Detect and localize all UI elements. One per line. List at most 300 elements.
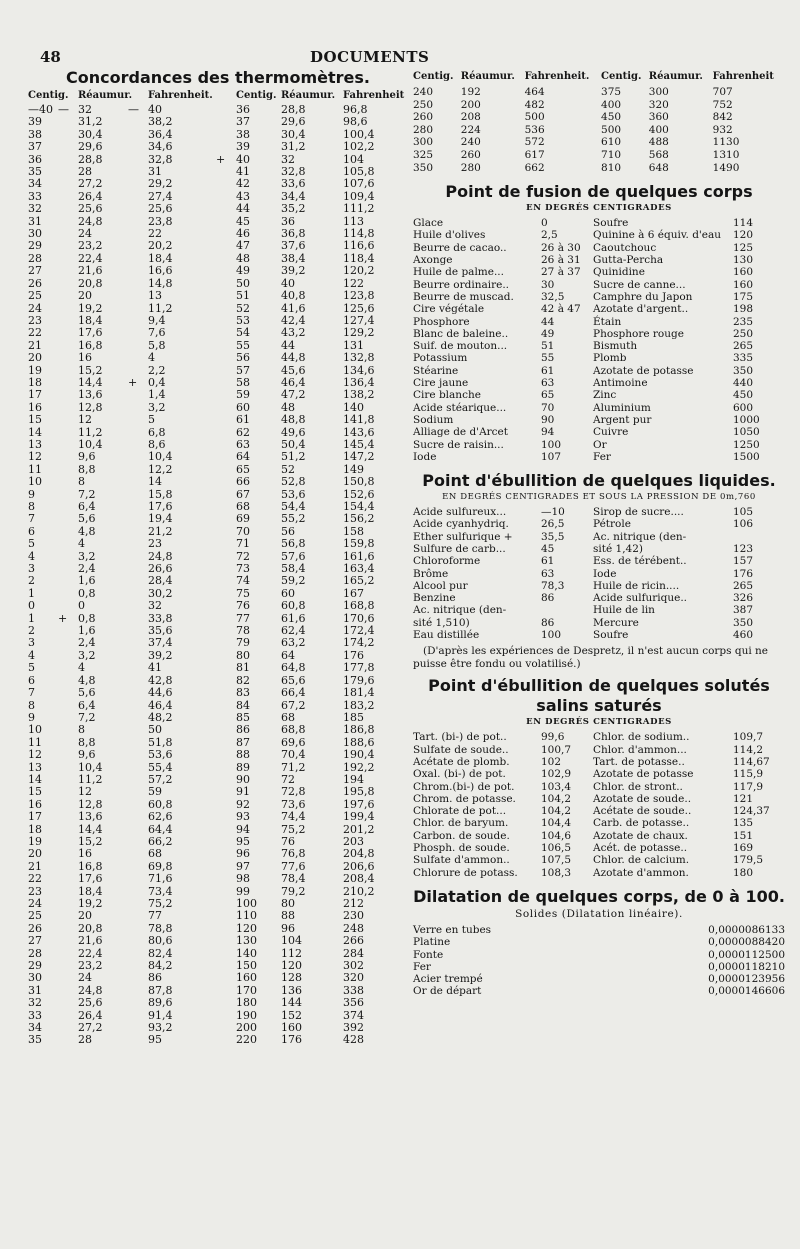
thermo-cell bbox=[216, 303, 236, 315]
fusion-subtitle: EN DEGRÉS CENTIGRADES bbox=[526, 203, 672, 214]
fusion-cell: 120 bbox=[733, 229, 754, 242]
fusion-cell: 55 bbox=[541, 352, 555, 365]
salins-cell: 115,9 bbox=[733, 768, 764, 781]
thermo-cell: 19,2 bbox=[78, 301, 103, 315]
page-number: 48 bbox=[40, 48, 61, 66]
thermo-cell: 149 bbox=[343, 462, 364, 476]
thermo-header-cell: Réaumur. bbox=[78, 89, 133, 101]
salins-cell: Acétate de plomb. bbox=[413, 755, 510, 768]
ebullition-cell: Pétrole bbox=[593, 518, 631, 531]
thermo2-cell: 224 bbox=[460, 123, 481, 136]
salins-row bbox=[413, 817, 785, 829]
thermo-cell bbox=[128, 501, 148, 513]
thermo-cell: 79 bbox=[236, 636, 250, 650]
dilatation-value: 0,0000118210 bbox=[708, 960, 785, 973]
fusion-cell: Caoutchouc bbox=[593, 241, 657, 254]
thermo2-cell: 200 bbox=[460, 98, 481, 111]
thermo-row bbox=[28, 178, 408, 190]
ebullition-cell: Sulfure de carb... bbox=[413, 542, 506, 555]
fusion-row bbox=[413, 414, 785, 426]
thermo-cell: 114,8 bbox=[343, 227, 375, 241]
thermo-cell bbox=[58, 439, 78, 451]
dilatation-material: Verre en tubes bbox=[413, 923, 492, 936]
thermo-cell bbox=[58, 278, 78, 290]
thermo-cell: 8 bbox=[78, 723, 85, 737]
thermo-cell: 73,4 bbox=[148, 884, 173, 898]
thermo-cell: 19,4 bbox=[148, 512, 173, 526]
salins-cell: 121 bbox=[733, 792, 754, 805]
thermo-cell: 111,2 bbox=[343, 202, 375, 216]
thermo-cell: 13,6 bbox=[78, 810, 103, 824]
thermo-cell bbox=[58, 600, 78, 612]
dilatation-table bbox=[413, 924, 785, 998]
dilatation-row bbox=[413, 973, 785, 985]
thermo-cell: 23,2 bbox=[78, 959, 103, 973]
thermo-cell bbox=[216, 811, 236, 823]
thermo-cell: 2,4 bbox=[78, 562, 96, 576]
dilatation-value: 0,0000086133 bbox=[708, 923, 785, 936]
thermo-cell: 14,4 bbox=[78, 375, 103, 389]
thermo-cell: 36 bbox=[28, 152, 42, 166]
ebullition-cell: 86 bbox=[541, 592, 555, 605]
thermo-cell: 73 bbox=[236, 562, 250, 576]
thermo-cell: 25 bbox=[28, 289, 42, 303]
thermo-cell: 68 bbox=[236, 500, 250, 513]
thermo-cell: 61,6 bbox=[281, 611, 306, 625]
thermo-cell: 19 bbox=[28, 363, 42, 377]
salins-cell: 114,67 bbox=[733, 755, 770, 768]
thermo-cell: 15,2 bbox=[78, 834, 103, 848]
thermo-cell bbox=[216, 650, 236, 662]
thermo-cell bbox=[216, 923, 236, 935]
thermo-cell: 77,6 bbox=[281, 859, 306, 873]
thermo-cell bbox=[216, 600, 236, 612]
fusion-row bbox=[413, 340, 785, 352]
fusion-cell: Plomb bbox=[593, 352, 627, 365]
thermo-cell: 12 bbox=[78, 785, 92, 799]
thermo-cell: 2,2 bbox=[148, 363, 166, 377]
thermo-cell bbox=[58, 538, 78, 550]
thermo-cell bbox=[128, 327, 148, 339]
fusion-cell: 100 bbox=[541, 438, 562, 451]
thermo-cell bbox=[58, 253, 78, 265]
thermo-cell: 33,6 bbox=[281, 177, 306, 191]
thermo-cell bbox=[216, 526, 236, 538]
thermo-cell: 144 bbox=[281, 996, 302, 1010]
fusion-cell: Cire jaune bbox=[413, 377, 469, 390]
ebullition-cell: 326 bbox=[733, 592, 754, 605]
thermo-cell bbox=[128, 1022, 148, 1034]
thermo-cell: 174,2 bbox=[343, 636, 375, 650]
thermo-cell: 22 bbox=[148, 227, 162, 241]
thermo-cell: 95 bbox=[148, 1033, 162, 1047]
ebullition-row bbox=[413, 604, 785, 616]
ebullition-cell: Sirop de sucre.... bbox=[593, 506, 684, 519]
thermo2-row bbox=[413, 124, 785, 137]
thermo-cell: 392 bbox=[343, 1021, 364, 1035]
thermo-cell: 11 bbox=[28, 462, 42, 476]
thermo-cell: 140 bbox=[343, 400, 364, 414]
thermo-cell bbox=[216, 178, 236, 190]
ebullition-cell: Eau distillée bbox=[413, 629, 480, 642]
thermo2-cell: 617 bbox=[524, 148, 545, 161]
thermo2-cell: 360 bbox=[648, 111, 669, 124]
thermo-cell: 21 bbox=[28, 338, 42, 352]
dilatation-row bbox=[413, 961, 785, 973]
salins-cell: Chrom.(bi-) de pot. bbox=[413, 780, 515, 793]
thermo-cell: 24,8 bbox=[78, 983, 103, 997]
thermo-cell: 1 bbox=[28, 586, 35, 600]
thermo-cell: 98 bbox=[236, 872, 250, 886]
thermo-cell bbox=[58, 737, 78, 749]
thermo-cell: 0,8 bbox=[78, 586, 96, 600]
ebullition-cell: Ac. nitrique (den- bbox=[413, 604, 507, 617]
thermo-cell bbox=[216, 216, 236, 228]
left-column bbox=[28, 68, 408, 1047]
thermo-cell: 36,8 bbox=[281, 227, 306, 241]
thermo-cell bbox=[216, 774, 236, 786]
thermo-cell: 120 bbox=[236, 921, 257, 935]
thermo-cell: 3 bbox=[28, 562, 35, 576]
thermo-cell: 30,2 bbox=[148, 586, 173, 600]
thermo-cell bbox=[216, 1010, 236, 1022]
thermo-cell bbox=[128, 451, 148, 463]
fusion-cell: Soufre bbox=[593, 217, 629, 230]
thermo-cell: 17,6 bbox=[148, 500, 173, 513]
salins-cell: Azotate de potasse bbox=[593, 768, 694, 781]
thermo-cell bbox=[216, 203, 236, 215]
thermo-cell: 123,8 bbox=[343, 289, 375, 303]
thermo-cell: 30,4 bbox=[78, 127, 103, 141]
fusion-row bbox=[413, 352, 785, 364]
ebullition-cell: 157 bbox=[733, 555, 754, 568]
thermo-cell: 13 bbox=[148, 289, 162, 303]
thermo-cell bbox=[128, 402, 148, 414]
fusion-row bbox=[413, 389, 785, 401]
thermo-cell bbox=[128, 972, 148, 984]
fusion-cell: 61 bbox=[541, 364, 555, 377]
thermo-cell: 180 bbox=[236, 996, 257, 1010]
thermo-cell bbox=[216, 476, 236, 488]
ebullition-row bbox=[413, 518, 785, 530]
thermo2-row bbox=[413, 86, 785, 99]
thermo-cell: 54 bbox=[236, 326, 250, 340]
thermo-cell bbox=[128, 526, 148, 538]
thermo-cell: 28 bbox=[28, 251, 42, 265]
fusion-cell: 160 bbox=[733, 278, 754, 291]
thermometer-table bbox=[28, 88, 408, 1047]
thermo-cell bbox=[58, 1010, 78, 1022]
fusion-cell: 450 bbox=[733, 389, 754, 402]
thermo-cell bbox=[58, 650, 78, 662]
thermo-cell: 33,8 bbox=[148, 611, 173, 625]
thermo-cell bbox=[128, 240, 148, 252]
salins-cell: Phosph. de soude. bbox=[413, 842, 510, 855]
fusion-cell: 1250 bbox=[733, 438, 760, 451]
thermo-header-cell: Centig. bbox=[236, 89, 277, 101]
thermo-cell: 44 bbox=[281, 338, 295, 352]
ebullition-cell: 105 bbox=[733, 506, 754, 519]
thermo-cell: 45 bbox=[236, 214, 250, 228]
thermo-cell: 25,6 bbox=[78, 996, 103, 1010]
thermo-cell bbox=[216, 737, 236, 749]
thermo-cell: 9 bbox=[28, 487, 35, 501]
thermo-cell: 302 bbox=[343, 959, 364, 973]
ebullition-cell: 78,3 bbox=[541, 579, 565, 592]
ebullition-cell: 387 bbox=[733, 604, 754, 617]
thermo-cell: 190,4 bbox=[343, 748, 375, 762]
salins-row bbox=[413, 756, 785, 768]
dilatation-row bbox=[413, 949, 785, 961]
thermo-cell bbox=[216, 898, 236, 910]
thermo-cell: 44,6 bbox=[148, 686, 173, 700]
thermo-cell bbox=[58, 327, 78, 339]
thermo-cell: 66 bbox=[236, 475, 250, 489]
fusion-cell: 1050 bbox=[733, 426, 760, 439]
thermo-cell: 120,2 bbox=[343, 264, 375, 278]
thermo2-cell: 710 bbox=[601, 148, 622, 161]
thermo-cell: 74,4 bbox=[281, 810, 306, 824]
thermo-cell: 51 bbox=[236, 289, 250, 303]
thermo-cell bbox=[128, 427, 148, 439]
salins-cell: Sulfate de soude.. bbox=[413, 743, 509, 756]
ebullition-cell: 106 bbox=[733, 518, 754, 531]
thermo-cell bbox=[128, 1034, 148, 1046]
thermo-cell: 22 bbox=[28, 326, 42, 340]
salins-cell: 100,7 bbox=[541, 743, 572, 756]
thermo-cell: 28 bbox=[78, 165, 92, 179]
ebullition-table bbox=[413, 506, 785, 641]
fusion-cell: Cire blanche bbox=[413, 389, 481, 402]
thermo-cell: 143,6 bbox=[343, 425, 375, 439]
thermo-cell bbox=[128, 997, 148, 1009]
thermo-cell: 31 bbox=[28, 983, 42, 997]
salins-cell: 104,6 bbox=[541, 829, 572, 842]
thermo-cell: 78,8 bbox=[148, 921, 173, 935]
thermo-cell: 188,6 bbox=[343, 735, 375, 749]
fusion-cell: 90 bbox=[541, 413, 555, 426]
thermo-cell: 200 bbox=[236, 1021, 257, 1035]
thermo-cell bbox=[216, 129, 236, 141]
thermo-cell: 356 bbox=[343, 996, 364, 1010]
thermo-cell: 29,6 bbox=[78, 140, 103, 154]
thermo-cell: 118,4 bbox=[343, 251, 375, 265]
thermo-cell: 74 bbox=[236, 574, 250, 588]
thermo-cell: 6,4 bbox=[78, 500, 96, 513]
dilatation-material: Or de départ bbox=[413, 985, 482, 998]
ebullition-cell: Benzine bbox=[413, 592, 456, 605]
fusion-cell: Blanc de baleine.. bbox=[413, 327, 509, 340]
thermo2-header-cell: Réaumur. bbox=[648, 70, 703, 82]
dilatation-value: 0,0000112500 bbox=[708, 948, 785, 961]
thermo-cell: 170 bbox=[236, 983, 257, 997]
thermo-cell bbox=[128, 538, 148, 550]
ebullition-cell: 123 bbox=[733, 542, 754, 555]
thermo2-cell: 280 bbox=[460, 161, 481, 174]
thermo-cell bbox=[128, 203, 148, 215]
thermo-cell: 39,2 bbox=[281, 264, 306, 278]
thermo2-cell: 752 bbox=[712, 98, 733, 111]
fusion-cell: 42 à 47 bbox=[541, 303, 581, 316]
dilatation-subtitle: Solides (Dilatation linéaire). bbox=[515, 907, 683, 920]
salins-cell: 169 bbox=[733, 842, 754, 855]
thermo-cell: 206,6 bbox=[343, 859, 375, 873]
thermo-cell: 161,6 bbox=[343, 549, 375, 563]
thermo-cell: 18,4 bbox=[148, 251, 173, 265]
thermo-cell: 34,6 bbox=[148, 140, 173, 154]
fusion-cell: Azotate de potasse bbox=[593, 364, 694, 377]
thermo-cell: 24 bbox=[28, 897, 42, 910]
thermo-cell: 80 bbox=[236, 648, 250, 662]
dilatation-material: Fonte bbox=[413, 948, 444, 961]
thermo-cell: 54,4 bbox=[281, 500, 306, 513]
ebullition-cell: Huile de ricin.... bbox=[593, 579, 680, 592]
thermo-cell: 77 bbox=[236, 611, 250, 625]
fusion-cell: 63 bbox=[541, 377, 555, 390]
thermo2-cell: 325 bbox=[413, 148, 434, 161]
thermo-cell: 25,6 bbox=[78, 202, 103, 216]
thermo-cell: 64,8 bbox=[281, 661, 306, 675]
thermo-cell: 12 bbox=[78, 413, 92, 427]
thermo-cell: 14 bbox=[28, 772, 42, 786]
thermo-cell: 43 bbox=[236, 189, 250, 203]
thermo-cell: 66,4 bbox=[281, 686, 306, 700]
thermo-cell: 68 bbox=[148, 847, 162, 861]
thermo-row bbox=[28, 687, 408, 699]
thermo-cell: 35 bbox=[28, 165, 42, 179]
thermo-cell bbox=[128, 303, 148, 315]
thermo-cell: 7,2 bbox=[78, 487, 96, 501]
salins-row bbox=[413, 793, 785, 805]
fusion-cell: 600 bbox=[733, 401, 754, 414]
thermo-cell: 177,8 bbox=[343, 661, 375, 675]
thermo-cell: 13 bbox=[28, 437, 42, 451]
thermo-row bbox=[28, 873, 408, 885]
thermo-cell: 53,6 bbox=[148, 748, 173, 762]
thermo-cell: 12,8 bbox=[78, 400, 103, 414]
thermo-cell: 8 bbox=[78, 475, 85, 489]
thermo-cell bbox=[216, 402, 236, 414]
thermo-cell bbox=[216, 786, 236, 798]
thermo-cell: 5 bbox=[28, 537, 35, 551]
thermo-cell bbox=[58, 129, 78, 141]
salins-row bbox=[413, 768, 785, 780]
fusion-cell: Quinine à 6 équiv. d'eau bbox=[593, 229, 722, 242]
thermo-cell bbox=[128, 253, 148, 265]
salins-cell: Chlor. de baryum. bbox=[413, 817, 509, 830]
thermo-cell bbox=[128, 414, 148, 426]
thermo-cell: 0,8 bbox=[78, 611, 96, 625]
thermo-cell: 11 bbox=[28, 735, 42, 749]
ebullition-row bbox=[413, 568, 785, 580]
ebullition-cell: 86 bbox=[541, 616, 555, 629]
thermo-cell: 76,8 bbox=[281, 847, 306, 861]
thermo2-header-cell: Centig. bbox=[413, 70, 454, 82]
thermo-cell bbox=[216, 910, 236, 922]
thermo-cell bbox=[58, 290, 78, 302]
thermo-cell bbox=[128, 811, 148, 823]
thermo-cell bbox=[216, 675, 236, 687]
thermo-cell bbox=[128, 724, 148, 736]
thermo-cell: 12,2 bbox=[148, 462, 173, 476]
thermo-cell bbox=[216, 315, 236, 327]
thermo-header-cell: Réaumur. bbox=[281, 89, 336, 101]
thermo-cell: 1,6 bbox=[78, 574, 96, 588]
thermo-cell: 42,8 bbox=[148, 673, 173, 687]
thermo-cell: 85 bbox=[236, 710, 250, 724]
thermo-cell bbox=[128, 786, 148, 798]
thermo-cell bbox=[128, 439, 148, 451]
thermo-cell: 3,2 bbox=[148, 400, 166, 414]
thermo-cell: 11,2 bbox=[78, 425, 103, 439]
thermo-cell bbox=[216, 352, 236, 364]
thermo-row bbox=[28, 327, 408, 339]
thermo2-cell: 932 bbox=[712, 123, 733, 136]
fusion-cell: Huile de palme... bbox=[413, 266, 504, 279]
thermo-cell: 18 bbox=[28, 822, 42, 836]
thermo-row bbox=[28, 935, 408, 947]
thermo-cell: — bbox=[58, 103, 69, 116]
thermo-cell: 70,4 bbox=[281, 748, 306, 762]
thermo-cell: 29 bbox=[28, 959, 42, 973]
thermo-cell bbox=[128, 290, 148, 302]
thermo-cell: 8,8 bbox=[78, 462, 96, 476]
thermo-cell: 8 bbox=[28, 698, 35, 712]
thermo-cell: 56 bbox=[236, 351, 250, 365]
thermo-cell: 0 bbox=[78, 599, 85, 613]
thermo-row bbox=[28, 848, 408, 860]
thermo-cell: 112 bbox=[281, 946, 302, 960]
thermo2-cell: 192 bbox=[460, 86, 481, 98]
thermo-cell bbox=[128, 848, 148, 860]
thermo-cell: 60,8 bbox=[281, 599, 306, 613]
thermo-cell: 37,4 bbox=[148, 636, 173, 650]
salins-cell: 124,37 bbox=[733, 805, 770, 818]
thermo-cell bbox=[58, 563, 78, 575]
thermo-cell: 147,2 bbox=[343, 450, 375, 464]
thermo2-row bbox=[413, 149, 785, 162]
thermo-cell bbox=[128, 216, 148, 228]
fusion-cell: 235 bbox=[733, 315, 754, 328]
salins-cell: Tart. (bi-) de pot.. bbox=[413, 731, 507, 744]
thermo-cell: 10 bbox=[28, 475, 42, 489]
fusion-cell: Sucre de raisin... bbox=[413, 438, 504, 451]
thermo-cell: 8 bbox=[28, 500, 35, 513]
ebullition-row bbox=[413, 592, 785, 604]
thermo-cell: 34 bbox=[28, 1021, 42, 1035]
thermo-cell: 90 bbox=[236, 772, 250, 786]
ebullition-cell: Chloroforme bbox=[413, 555, 481, 568]
thermo-cell: 15,8 bbox=[148, 487, 173, 501]
ebullition-row bbox=[413, 580, 785, 592]
thermo-cell: 23 bbox=[148, 537, 162, 551]
thermo-cell: 32 bbox=[148, 599, 162, 613]
thermo-cell: 26,4 bbox=[78, 189, 103, 203]
thermo-cell bbox=[216, 290, 236, 302]
thermo-cell: 22 bbox=[28, 872, 42, 886]
thermo-cell: 38,4 bbox=[281, 251, 306, 265]
thermo-cell: 58,4 bbox=[281, 562, 306, 576]
thermo-cell: 107,6 bbox=[343, 177, 375, 191]
fusion-cell: Iode bbox=[413, 450, 437, 463]
thermo-cell: 374 bbox=[343, 1008, 364, 1022]
thermo-cell: 12,8 bbox=[78, 797, 103, 811]
thermo-cell: 32 bbox=[281, 152, 295, 166]
thermo-cell: 48 bbox=[281, 400, 295, 414]
thermo-cell bbox=[58, 240, 78, 252]
fusion-row bbox=[413, 439, 785, 451]
thermo-cell: 136 bbox=[281, 983, 302, 997]
